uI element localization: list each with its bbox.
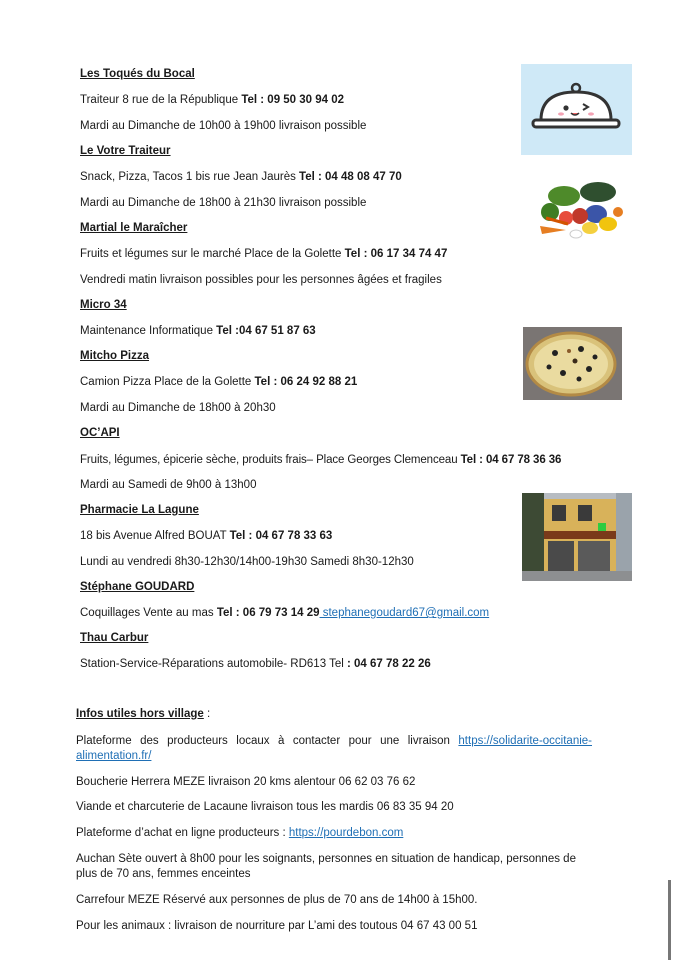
entry-detail: 18 bis Avenue Alfred BOUAT Tel : 04 67 78 33 63	[80, 530, 333, 542]
entry-hours: Mardi au Dimanche de 18h00 à 21h30 livraison possible	[80, 197, 367, 209]
infos-platform: Plateforme d’achat en ligne producteurs : https://pourdebon.com	[76, 827, 404, 839]
entry-name: Stéphane GOUDARD	[80, 581, 195, 593]
cloche-icon	[521, 64, 632, 155]
infos-auchan: Auchan Sète ouvert à 8h00 pour les soignants, personnes en situation de handicap, personnes de plus de 70 ans, femmes enceintes	[76, 853, 576, 880]
email-link[interactable]: stephanegoudard67@gmail.com	[319, 607, 490, 619]
entry-hours: Mardi au Dimanche de 18h00 à 20h30	[80, 402, 276, 414]
entry-detail: Coquillages Vente au mas Tel : 06 79 73 14 29 stephanegoudard67@gmail.com	[80, 607, 490, 619]
entry-hours: Vendredi matin livraison possibles pour les personnes âgées et fragiles	[80, 274, 442, 286]
infos-producers: Plateforme des producteurs locaux à contacter pour une livraison https://solidarite-occitanie-alimentation.fr/	[76, 735, 592, 762]
infos-carrefour: Carrefour MEZE Réservé aux personnes de plus de 70 ans de 14h00 à 15h00.	[76, 894, 478, 906]
entry-detail: Fruits et légumes sur le marché Place de la Golette Tel : 06 17 34 74 47	[80, 248, 448, 260]
entry-name: OC’API	[80, 427, 120, 439]
entry-name: Les Toqués du Bocal	[80, 68, 195, 80]
entry-detail: Fruits, légumes, épicerie sèche, produits frais– Place Georges Clemenceau Tel : 04 67 78 36 36	[80, 454, 562, 466]
entry-detail: Maintenance Informatique Tel :04 67 51 87 63	[80, 325, 316, 337]
entry-name: Martial le Maraîcher	[80, 222, 188, 234]
entry-detail: Station-Service-Réparations automobile- RD613 Tel : 04 67 78 22 26	[80, 658, 431, 670]
producers-link[interactable]: https://solidarite-occitanie-alimentation.fr/	[76, 735, 592, 762]
entry-name: Thau Carbur	[80, 632, 149, 644]
entry-hours: Mardi au Samedi de 9h00 à 13h00	[80, 479, 257, 491]
infos-animals: Pour les animaux : livraison de nourriture par L’ami des toutous 04 67 43 00 51	[76, 920, 478, 932]
entry-name: Micro 34	[80, 299, 127, 311]
entry-hours: Lundi au vendredi 8h30-12h30/14h00-19h30 Samedi 8h30-12h30	[80, 556, 414, 568]
infos-butcher: Boucherie Herrera MEZE livraison 20 kms alentour 06 62 03 76 62	[76, 776, 416, 788]
pharmacy-storefront-photo	[522, 493, 632, 581]
entry-name: Pharmacie La Lagune	[80, 504, 199, 516]
scan-edge	[668, 880, 671, 960]
infos-heading: Infos utiles hors village :	[76, 708, 211, 720]
entry-detail: Traiteur 8 rue de la République Tel : 09 50 30 94 02	[80, 94, 345, 106]
entry-hours: Mardi au Dimanche de 10h00 à 19h00 livraison possible	[80, 120, 367, 132]
infos-lacaune: Viande et charcuterie de Lacaune livraison tous les mardis 06 83 35 94 20	[76, 801, 454, 813]
pourdebon-link[interactable]: https://pourdebon.com	[288, 827, 404, 839]
entry-detail: Camion Pizza Place de la Golette Tel : 06 24 92 88 21	[80, 376, 358, 388]
entry-name: Le Votre Traiteur	[80, 145, 171, 157]
pizza-photo	[523, 327, 622, 400]
entry-detail: Snack, Pizza, Tacos 1 bis rue Jean Jaurès Tel : 04 48 08 47 70	[80, 171, 402, 183]
entry-name: Mitcho Pizza	[80, 350, 150, 362]
vegetables-illustration	[536, 178, 626, 242]
